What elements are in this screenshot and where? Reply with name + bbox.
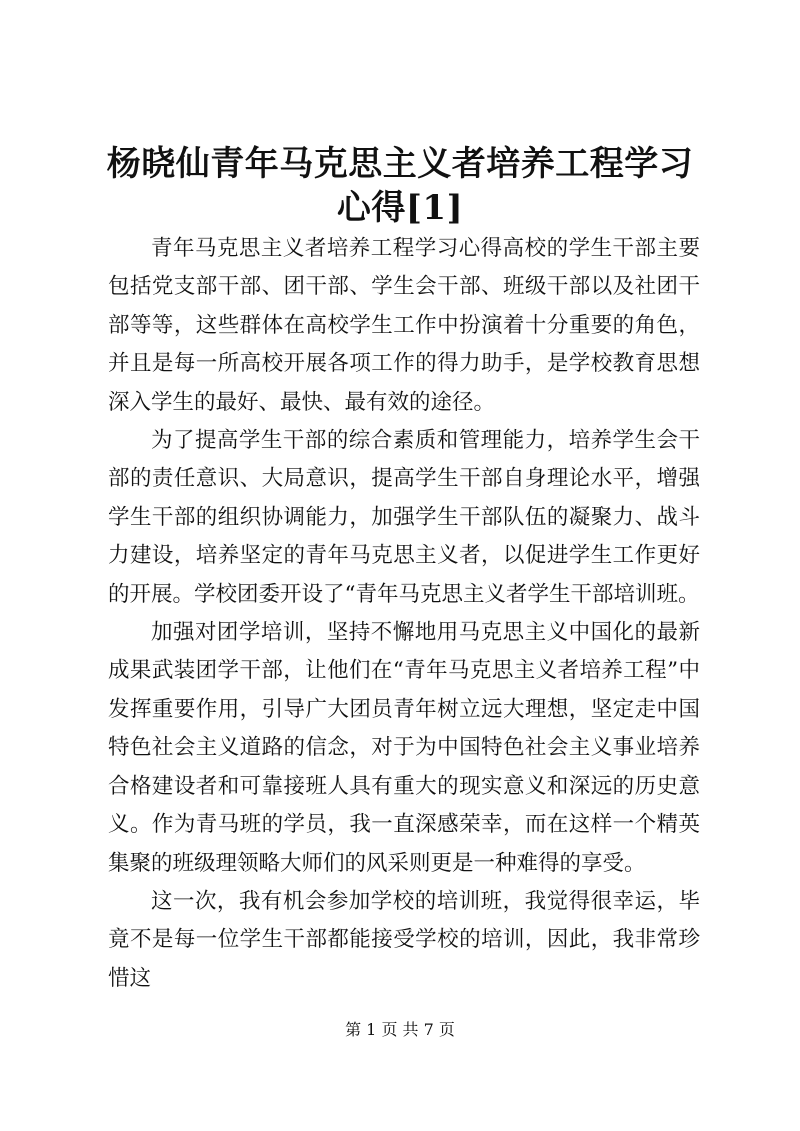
- paragraph-2: 为了提高学生干部的综合素质和管理能力，培养学生会干部的责任意识、大局意识，提高学生干部自身理论水平，增强学生干部的组织协调能力，加强学生干部队伍的凝聚力、战斗力建设，培养坚定的青年马克思主义者，以促进学生工作更好的开展。学校团委开设了“青年马克思主义者学生干部培训班。: [108, 428, 700, 607]
- document-body: [108, 230, 700, 998]
- paragraph-4: 这一次，我有机会参加学校的培训班，我觉得很幸运，毕竟不是每一位学生干部都能接受学校的培训，因此，我非常珍惜这: [108, 888, 700, 991]
- document-title: 杨晓仙青年马克思主义者培养工程学习心得[1]: [106, 144, 694, 228]
- page-footer: 第 1 页 共 7 页: [345, 1020, 455, 1039]
- paragraph-1: 青年马克思主义者培养工程学习心得高校的学生干部主要包括党支部干部、团干部、学生会干部、班级干部以及社团干部等等，这些群体在高校学生工作中扮演着十分重要的角色，并且是每一所高校开展各项工作的得力助手，是学校教育思想深入学生的最好、最快、最有效的途径。: [108, 236, 700, 415]
- paragraph-3: 加强对团学培训，坚持不懈地用马克思主义中国化的最新成果武装团学干部，让他们在“青年马克思主义者培养工程”中发挥重要作用，引导广大团员青年树立远大理想，坚定走中国特色社会主义道路的信念，对于为中国特色社会主义事业培养合格建设者和可靠接班人具有重大的现实意义和深远的历史意义。作为青马班的学员，我一直深感荣幸，而在这样一个精英集聚的班级理领略大师们的风采则更是一种难得的享受。: [108, 620, 700, 876]
